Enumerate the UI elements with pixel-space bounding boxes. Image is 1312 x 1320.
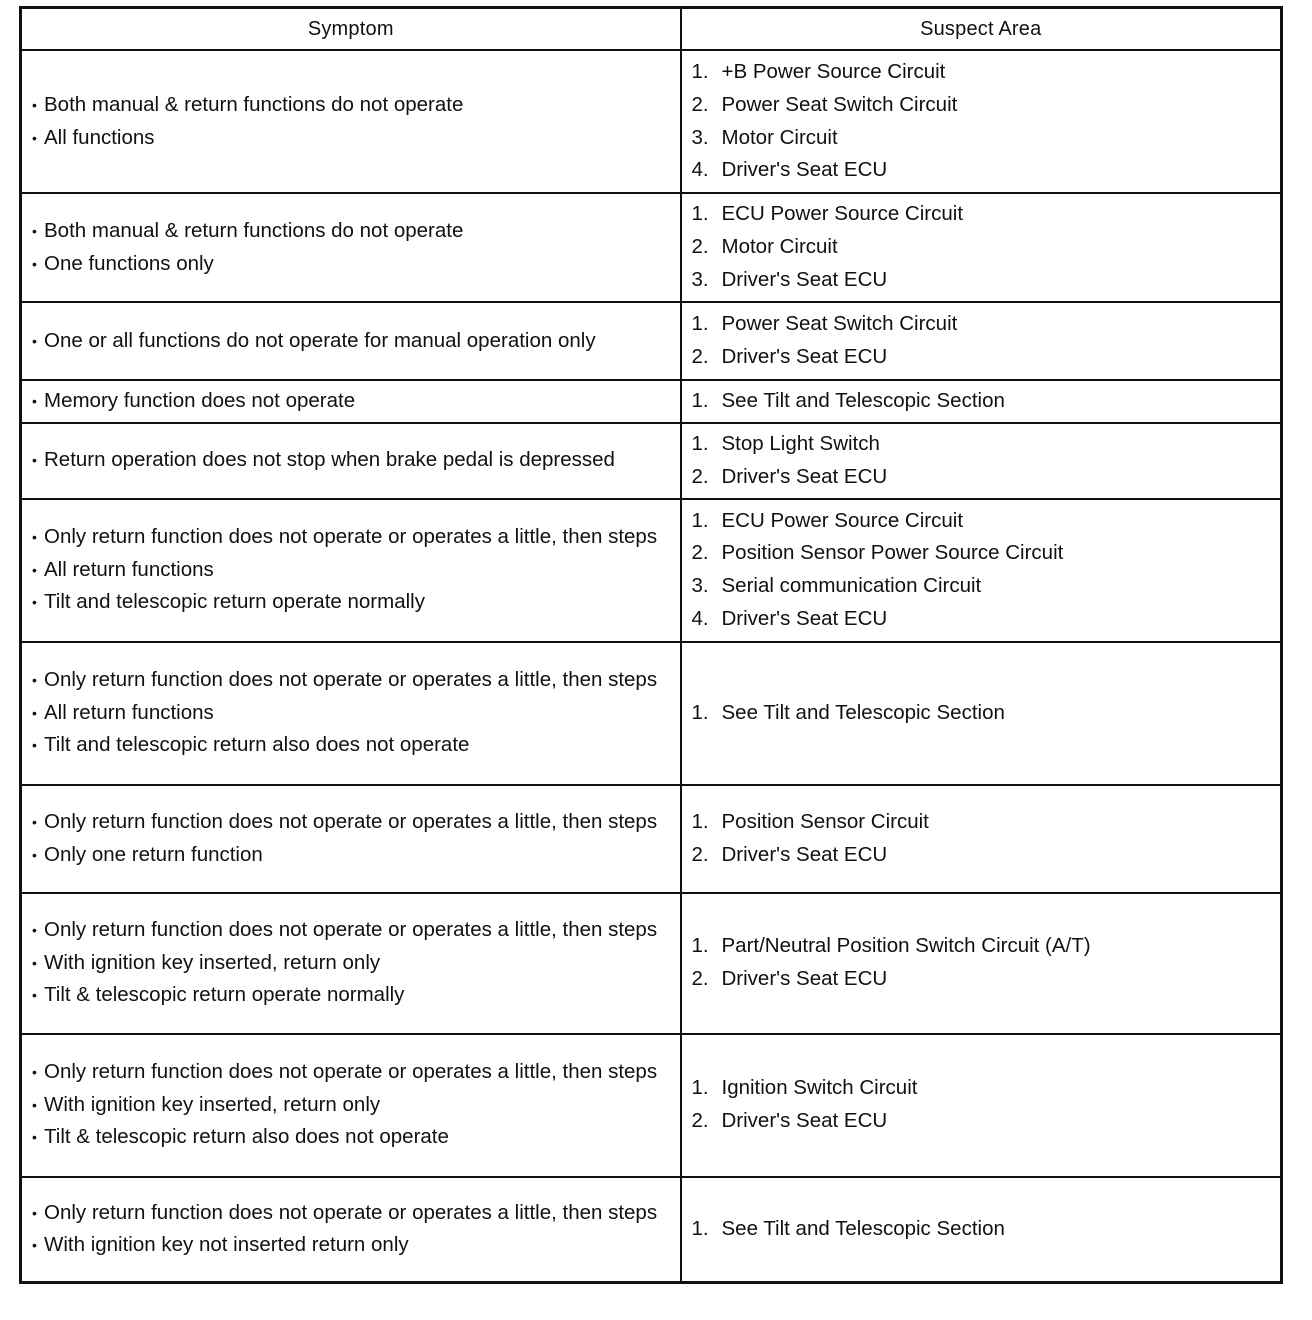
suspect-item-number: 4. — [691, 158, 709, 182]
symptom-item — [30, 839, 672, 872]
suspect-text: Stop Light Switch — [721, 432, 880, 455]
table-row — [21, 193, 1282, 302]
suspect-text: Driver's Seat ECU — [721, 606, 888, 630]
symptom-item — [30, 1089, 672, 1122]
suspect-item — [690, 505, 1273, 538]
bullet-icon: • — [32, 96, 37, 113]
suspect-item — [690, 428, 1273, 461]
suspect-text: Serial communication Circuit — [721, 574, 982, 598]
bullet-icon: • — [32, 222, 37, 239]
symptom-text: Both manual & return functions do not operate — [44, 92, 464, 116]
suspect-text: Ignition Switch Circuit — [721, 1076, 918, 1100]
symptom-item — [30, 729, 672, 762]
symptom-item — [30, 521, 672, 554]
bullet-icon: • — [32, 737, 37, 754]
symptom-cell — [21, 302, 681, 380]
symptom-cell — [21, 1177, 681, 1283]
bullet-icon: • — [32, 1204, 37, 1221]
suspect-item — [690, 308, 1273, 341]
suspect-text: Position Sensor Circuit — [721, 809, 929, 833]
bullet-icon: • — [32, 921, 37, 938]
symptom-text: With ignition key inserted, return only — [44, 950, 381, 974]
suspect-item — [690, 603, 1273, 636]
symptom-item — [30, 554, 672, 587]
bullet-icon: • — [32, 1096, 37, 1113]
bullet-icon: • — [32, 671, 37, 688]
suspect-item-number: 2. — [691, 967, 709, 991]
suspect-area-cell — [681, 50, 1282, 193]
symptom-text: Memory function does not operate — [44, 389, 356, 413]
symptom-text: Only return function does not operate or operates a little, then steps — [44, 524, 658, 548]
symptom-item — [30, 806, 672, 839]
symptom-text: Only return function does not operate or operates a little, then steps — [44, 667, 658, 691]
bullet-icon: • — [32, 1237, 37, 1254]
suspect-item — [690, 122, 1273, 155]
symptom-item — [30, 122, 672, 155]
suspect-area-header: Suspect Area — [681, 8, 1282, 51]
suspect-item — [690, 385, 1273, 418]
symptom-header: Symptom — [21, 8, 681, 51]
suspect-item-number: 2. — [691, 541, 709, 565]
symptom-cell — [21, 785, 681, 893]
symptom-text: All functions — [44, 125, 155, 149]
bullet-icon: • — [32, 561, 37, 578]
suspect-area-cell — [681, 423, 1282, 499]
suspect-text: ECU Power Source Circuit — [721, 508, 964, 532]
suspect-item — [690, 963, 1273, 996]
bullet-icon: • — [32, 704, 37, 721]
symptom-item — [30, 947, 672, 980]
bullet-icon: • — [32, 393, 37, 410]
symptom-cell — [21, 423, 681, 499]
bullet-icon: • — [32, 1129, 37, 1146]
suspect-item-number: 1. — [691, 809, 709, 833]
bullet-icon: • — [32, 594, 37, 611]
symptom-text: Only return function does not operate or operates a little, then steps — [44, 917, 658, 941]
suspect-area-cell — [681, 302, 1282, 380]
suspect-item-number: 2. — [691, 345, 709, 368]
suspect-text: Driver's Seat ECU — [721, 267, 888, 291]
suspect-text: Driver's Seat ECU — [721, 158, 888, 182]
bullet-icon: • — [32, 954, 37, 971]
bullet-icon: • — [32, 813, 37, 830]
suspect-item-number: 3. — [691, 574, 709, 598]
suspect-item-number: 1. — [691, 1216, 709, 1240]
table-row — [21, 785, 1282, 893]
suspect-text: Driver's Seat ECU — [721, 842, 888, 866]
table-row — [21, 423, 1282, 499]
table-body — [21, 50, 1282, 1283]
suspect-item-number: 4. — [691, 606, 709, 630]
suspect-text: +B Power Source Circuit — [721, 59, 946, 83]
suspect-area-cell — [681, 642, 1282, 785]
suspect-item — [690, 461, 1273, 494]
suspect-item — [690, 198, 1273, 231]
suspect-item — [690, 1072, 1273, 1105]
suspect-text: Driver's Seat ECU — [721, 464, 888, 488]
symptom-item — [30, 248, 672, 281]
suspect-text: See Tilt and Telescopic Section — [721, 389, 1005, 413]
suspect-item-number: 3. — [691, 267, 709, 291]
suspect-area-cell — [681, 785, 1282, 893]
suspect-text: Power Seat Switch Circuit — [721, 312, 958, 336]
suspect-item-number: 2. — [691, 92, 709, 116]
symptom-item — [30, 1197, 672, 1230]
suspect-item-number: 1. — [691, 59, 709, 83]
symptom-text: Only return function does not operate or operates a little, then steps — [44, 809, 658, 833]
suspect-item — [690, 570, 1273, 603]
suspect-item — [690, 264, 1273, 297]
suspect-text: Part/Neutral Position Switch Circuit (A/T) — [721, 934, 1091, 958]
symptom-text: All return functions — [44, 557, 214, 581]
suspect-item — [690, 89, 1273, 122]
symptom-text: Both manual & return functions do not operate — [44, 218, 464, 242]
table-row — [21, 302, 1282, 380]
suspect-item-number: 1. — [691, 934, 709, 958]
symptom-cell — [21, 380, 681, 423]
symptom-item — [30, 1056, 672, 1089]
symptom-cell — [21, 893, 681, 1034]
symptom-cell — [21, 642, 681, 785]
suspect-text: Driver's Seat ECU — [721, 345, 888, 368]
suspect-item-number: 2. — [691, 464, 709, 488]
suspect-text: Driver's Seat ECU — [721, 967, 888, 991]
symptom-cell — [21, 193, 681, 302]
symptom-item — [30, 979, 672, 1012]
symptom-text: Tilt & telescopic return operate normally — [44, 983, 405, 1007]
suspect-item-number: 1. — [691, 1076, 709, 1100]
table-row — [21, 893, 1282, 1034]
suspect-text: See Tilt and Telescopic Section — [721, 1216, 1005, 1240]
suspect-text: Driver's Seat ECU — [721, 1109, 888, 1133]
suspect-item-number: 3. — [691, 125, 709, 149]
symptom-item — [30, 697, 672, 730]
symptom-item — [30, 385, 672, 418]
symptom-text: Tilt and telescopic return also does not operate — [44, 733, 470, 757]
suspect-text: ECU Power Source Circuit — [721, 202, 964, 226]
suspect-area-cell — [681, 380, 1282, 423]
symptom-text: Tilt and telescopic return operate normally — [44, 590, 425, 614]
bullet-icon: • — [32, 528, 37, 545]
suspect-item — [690, 839, 1273, 872]
symptom-item — [30, 325, 672, 358]
suspect-text: See Tilt and Telescopic Section — [721, 700, 1005, 724]
symptom-text: Only one return function — [44, 842, 263, 866]
suspect-area-cell — [681, 1177, 1282, 1283]
symptom-item — [30, 89, 672, 122]
symptom-item — [30, 664, 672, 697]
symptom-text: With ignition key inserted, return only — [44, 1092, 381, 1116]
suspect-item-number: 1. — [691, 432, 709, 455]
suspect-text: Motor Circuit — [721, 125, 838, 149]
suspect-text: Motor Circuit — [721, 235, 838, 259]
symptom-item — [30, 914, 672, 947]
suspect-item — [690, 537, 1273, 570]
suspect-area-cell — [681, 499, 1282, 642]
symptom-cell — [21, 499, 681, 642]
symptom-item — [30, 1121, 672, 1154]
suspect-text: Power Seat Switch Circuit — [721, 92, 958, 116]
suspect-item-number: 2. — [691, 1109, 709, 1133]
suspect-text: Position Sensor Power Source Circuit — [721, 541, 1064, 565]
table-row — [21, 499, 1282, 642]
suspect-item — [690, 231, 1273, 264]
suspect-item — [690, 154, 1273, 187]
bullet-icon: • — [32, 987, 37, 1004]
symptom-text: Only return function does not operate or operates a little, then steps — [44, 1059, 658, 1083]
symptom-item — [30, 215, 672, 248]
symptom-text: Only return function does not operate or operates a little, then steps — [44, 1200, 658, 1224]
bullet-icon: • — [32, 846, 37, 863]
suspect-item-number: 2. — [691, 235, 709, 259]
suspect-item — [690, 930, 1273, 963]
suspect-area-cell — [681, 1034, 1282, 1177]
suspect-area-cell — [681, 193, 1282, 302]
suspect-item — [690, 697, 1273, 730]
bullet-icon: • — [32, 452, 37, 469]
symptom-item — [30, 586, 672, 619]
suspect-item — [690, 1105, 1273, 1138]
bullet-icon: • — [32, 129, 37, 146]
table-row — [21, 642, 1282, 785]
symptom-text: Tilt & telescopic return also does not operate — [44, 1125, 449, 1149]
bullet-icon: • — [32, 255, 37, 272]
troubleshooting-table — [19, 6, 1283, 1284]
symptom-item — [30, 1229, 672, 1262]
table-row — [21, 380, 1282, 423]
suspect-item-number: 1. — [691, 202, 709, 226]
suspect-item-number: 1. — [691, 508, 709, 532]
header-row — [21, 8, 1282, 51]
symptom-cell — [21, 1034, 681, 1177]
suspect-item — [690, 56, 1273, 89]
suspect-item-number: 1. — [691, 700, 709, 724]
bullet-icon: • — [32, 332, 37, 349]
symptom-text: With ignition key not inserted return only — [44, 1233, 409, 1257]
symptom-item — [30, 444, 672, 477]
table-row — [21, 1034, 1282, 1177]
suspect-area-cell — [681, 893, 1282, 1034]
suspect-item — [690, 1213, 1273, 1246]
suspect-item-number: 1. — [691, 312, 709, 336]
suspect-item — [690, 806, 1273, 839]
symptom-cell — [21, 50, 681, 193]
bullet-icon: • — [32, 1063, 37, 1080]
suspect-item-number: 2. — [691, 842, 709, 866]
symptom-text: All return functions — [44, 700, 214, 724]
table-row — [21, 50, 1282, 193]
suspect-item-number: 1. — [691, 389, 709, 413]
symptom-text: One functions only — [44, 251, 214, 275]
symptom-text: One or all functions do not operate for manual operation only — [44, 328, 596, 352]
symptom-text: Return operation does not stop when brake pedal is depressed — [44, 448, 615, 472]
table-row — [21, 1177, 1282, 1283]
suspect-item — [690, 341, 1273, 374]
